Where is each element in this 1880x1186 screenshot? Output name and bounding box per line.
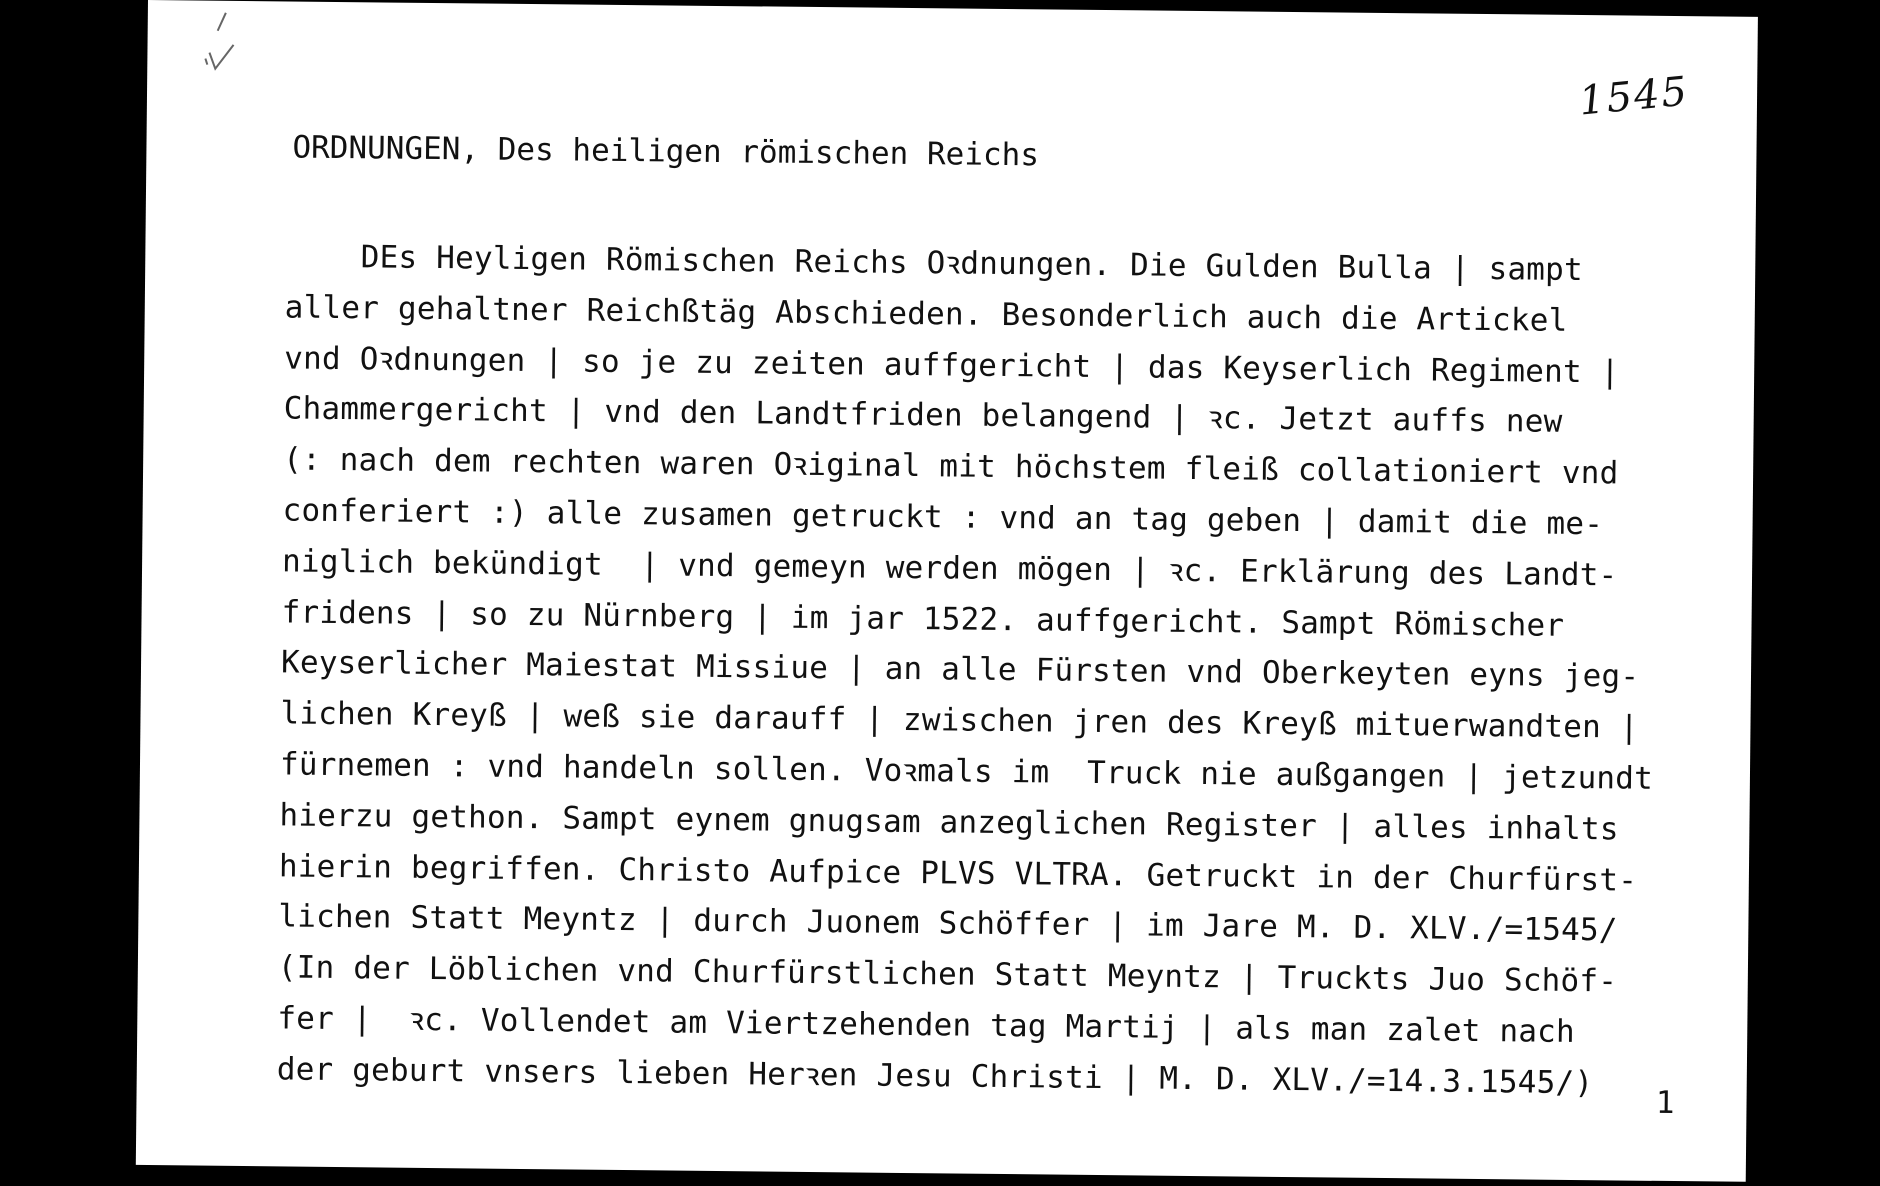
text-line: hierin begriffen. Christo Aufpice PLVS VLTRA. Getruckt in der Churfürst-	[278, 847, 1638, 899]
handwritten-year-note: 1545	[1577, 68, 1691, 125]
pencil-mark-icon	[203, 9, 254, 80]
text-line: conferiert :) alle zusamen getruckt : vnd an tag geben | damit die me-	[282, 492, 1604, 543]
text-line: fridens | so zu Nürnberg | im jar 1522. auffgericht. Sampt Römischer	[281, 594, 1565, 644]
text-line: (In der Löblichen vnd Churfürstlichen Statt Meyntz | Truckts Juo Schöf-	[277, 949, 1618, 1000]
text-line: vnd Oꝛdnungen | so je zu zeiten auffgericht | das Keyserlich Regiment |	[284, 340, 1620, 391]
text-line: lichen Statt Meyntz | durch Juonem Schöffer | im Jare M. D. XLV./=1545/	[278, 898, 1618, 949]
body-text	[277, 231, 1706, 1109]
text-line: Chammergericht | vnd den Landtfriden belangend | ꝛc. Jetzt auffs new	[283, 390, 1563, 441]
text-line: (: nach dem rechten waren Oꝛiginal mit höchstem fleiß collationiert vnd	[283, 441, 1619, 492]
document-page	[136, 0, 1758, 1182]
text-line: der geburt vnsers lieben Herꝛen Jesu Christi | M. D. XLV./=14.3.1545/)	[276, 1051, 1594, 1101]
text-line: niglich bekündigt | vnd gemeyn werden mögen | ꝛc. Erklärung des Landt-	[281, 543, 1618, 594]
text-line: lichen Kreyß | weß sie darauff | zwischen jren des Kreyß mituerwandten |	[280, 695, 1639, 746]
text-line: aller gehaltner Reichßtäg Abschieden. Besonderlich auch die Artickel	[284, 289, 1568, 339]
text-line: Keyserlicher Maiestat Missiue | an alle Fürsten vnd Oberkeyten eyns jeg-	[280, 644, 1640, 696]
text-line: DEs Heyligen Römischen Reichs Oꝛdnungen. Die Gulden Bulla | sampt	[285, 238, 1584, 289]
text-line: hierzu gethon. Sampt eynem gnugsam anzeglichen Register | alles inhalts	[279, 797, 1619, 848]
document-title: ORDNUNGEN, Des heiligen römischen Reichs	[292, 129, 1040, 174]
page-number: 1	[1655, 1084, 1675, 1122]
text-line: fürnemen : vnd handeln sollen. Voꝛmals im Truck nie außgangen | jetzundt	[279, 746, 1654, 797]
text-line: fer | ꝛc. Vollendet am Viertzehenden tag Martij | als man zalet nach	[277, 1000, 1576, 1050]
